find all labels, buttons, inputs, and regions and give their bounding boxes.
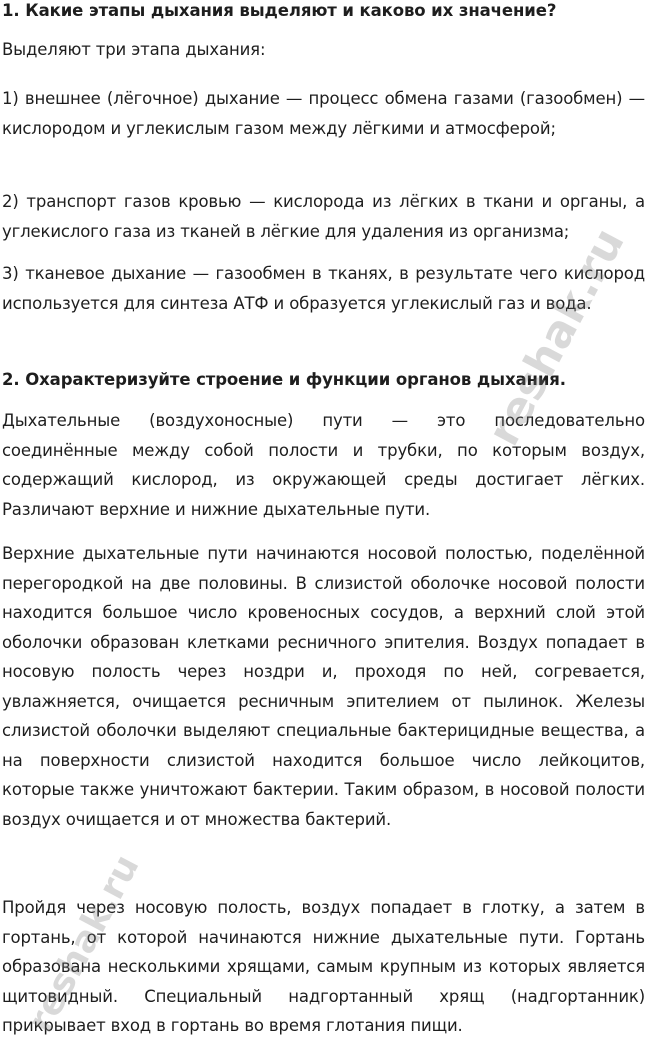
watermark-logo: reshak.ru bbox=[478, 220, 635, 454]
question-1-intro: Выделяют три этапа дыхания: bbox=[2, 40, 266, 59]
answer-paragraph-3: Пройдя через носовую полость, воздух попадает в глотку, а затем в гортань, от которой начинаются нижние дыхательные пути. Гортань образована несколькими хрящами, самым крупным из которых является щитовидный. Специальный надгортанный хрящ (надгортанник) прикрывает вход в гортань во время глотания пищи. bbox=[2, 898, 645, 1035]
answer-paragraph-2: Верхние дыхательные пути начинаются носовой полостью, поделённой перегородкой на две половины. В слизистой оболочке носовой полости находится большое число кровеносных сосудов, а верхний слой этой оболочки образован клетками ресничного эпителия. Воздух попадает в носовую полость через ноздри и, проходя по ней, согревается, увлажняется, очищается ресничным эпителием от пылинок. Железы слизистой оболочки выделяют специальные бактерицидные вещества, а на поверхности слизистой находится большое число лейкоцитов, которые также уничтожают бактерии. Таким образом, в носовой полости воздух очищается и от множества бактерий. bbox=[2, 544, 645, 829]
stage-item-3: 3) тканевое дыхание — газообмен в тканях, в результате чего кислород используется для синтеза АТФ и образуется углекислый газ и вода. bbox=[2, 264, 645, 313]
answer-paragraph-1: Дыхательные (воздухоносные) пути — это последовательно соединённые между собой полости и трубки, по которым воздух, содержащий кислород, из окружающей среды достигает лёгких. Различают верхние и нижние дыхательные пути. bbox=[2, 411, 645, 519]
question-1-title: 1. Какие этапы дыхания выделяют и каково их значение? bbox=[2, 1, 557, 20]
watermark-logo-bottom: reshak.ru bbox=[20, 848, 148, 1040]
stage-item-1: 1) внешнее (лёгочное) дыхание — процесс обмена газами (газообмен) — кислородом и углекислым газом между лёгкими и атмосферой; bbox=[2, 89, 645, 138]
question-2-title: 2. Охарактеризуйте строение и функции органов дыхания. bbox=[2, 370, 566, 389]
stage-item-2: 2) транспорт газов кровью — кислорода из лёгких в ткани и органы, а углекислого газа из тканей в лёгкие для удаления из организма; bbox=[2, 192, 645, 241]
